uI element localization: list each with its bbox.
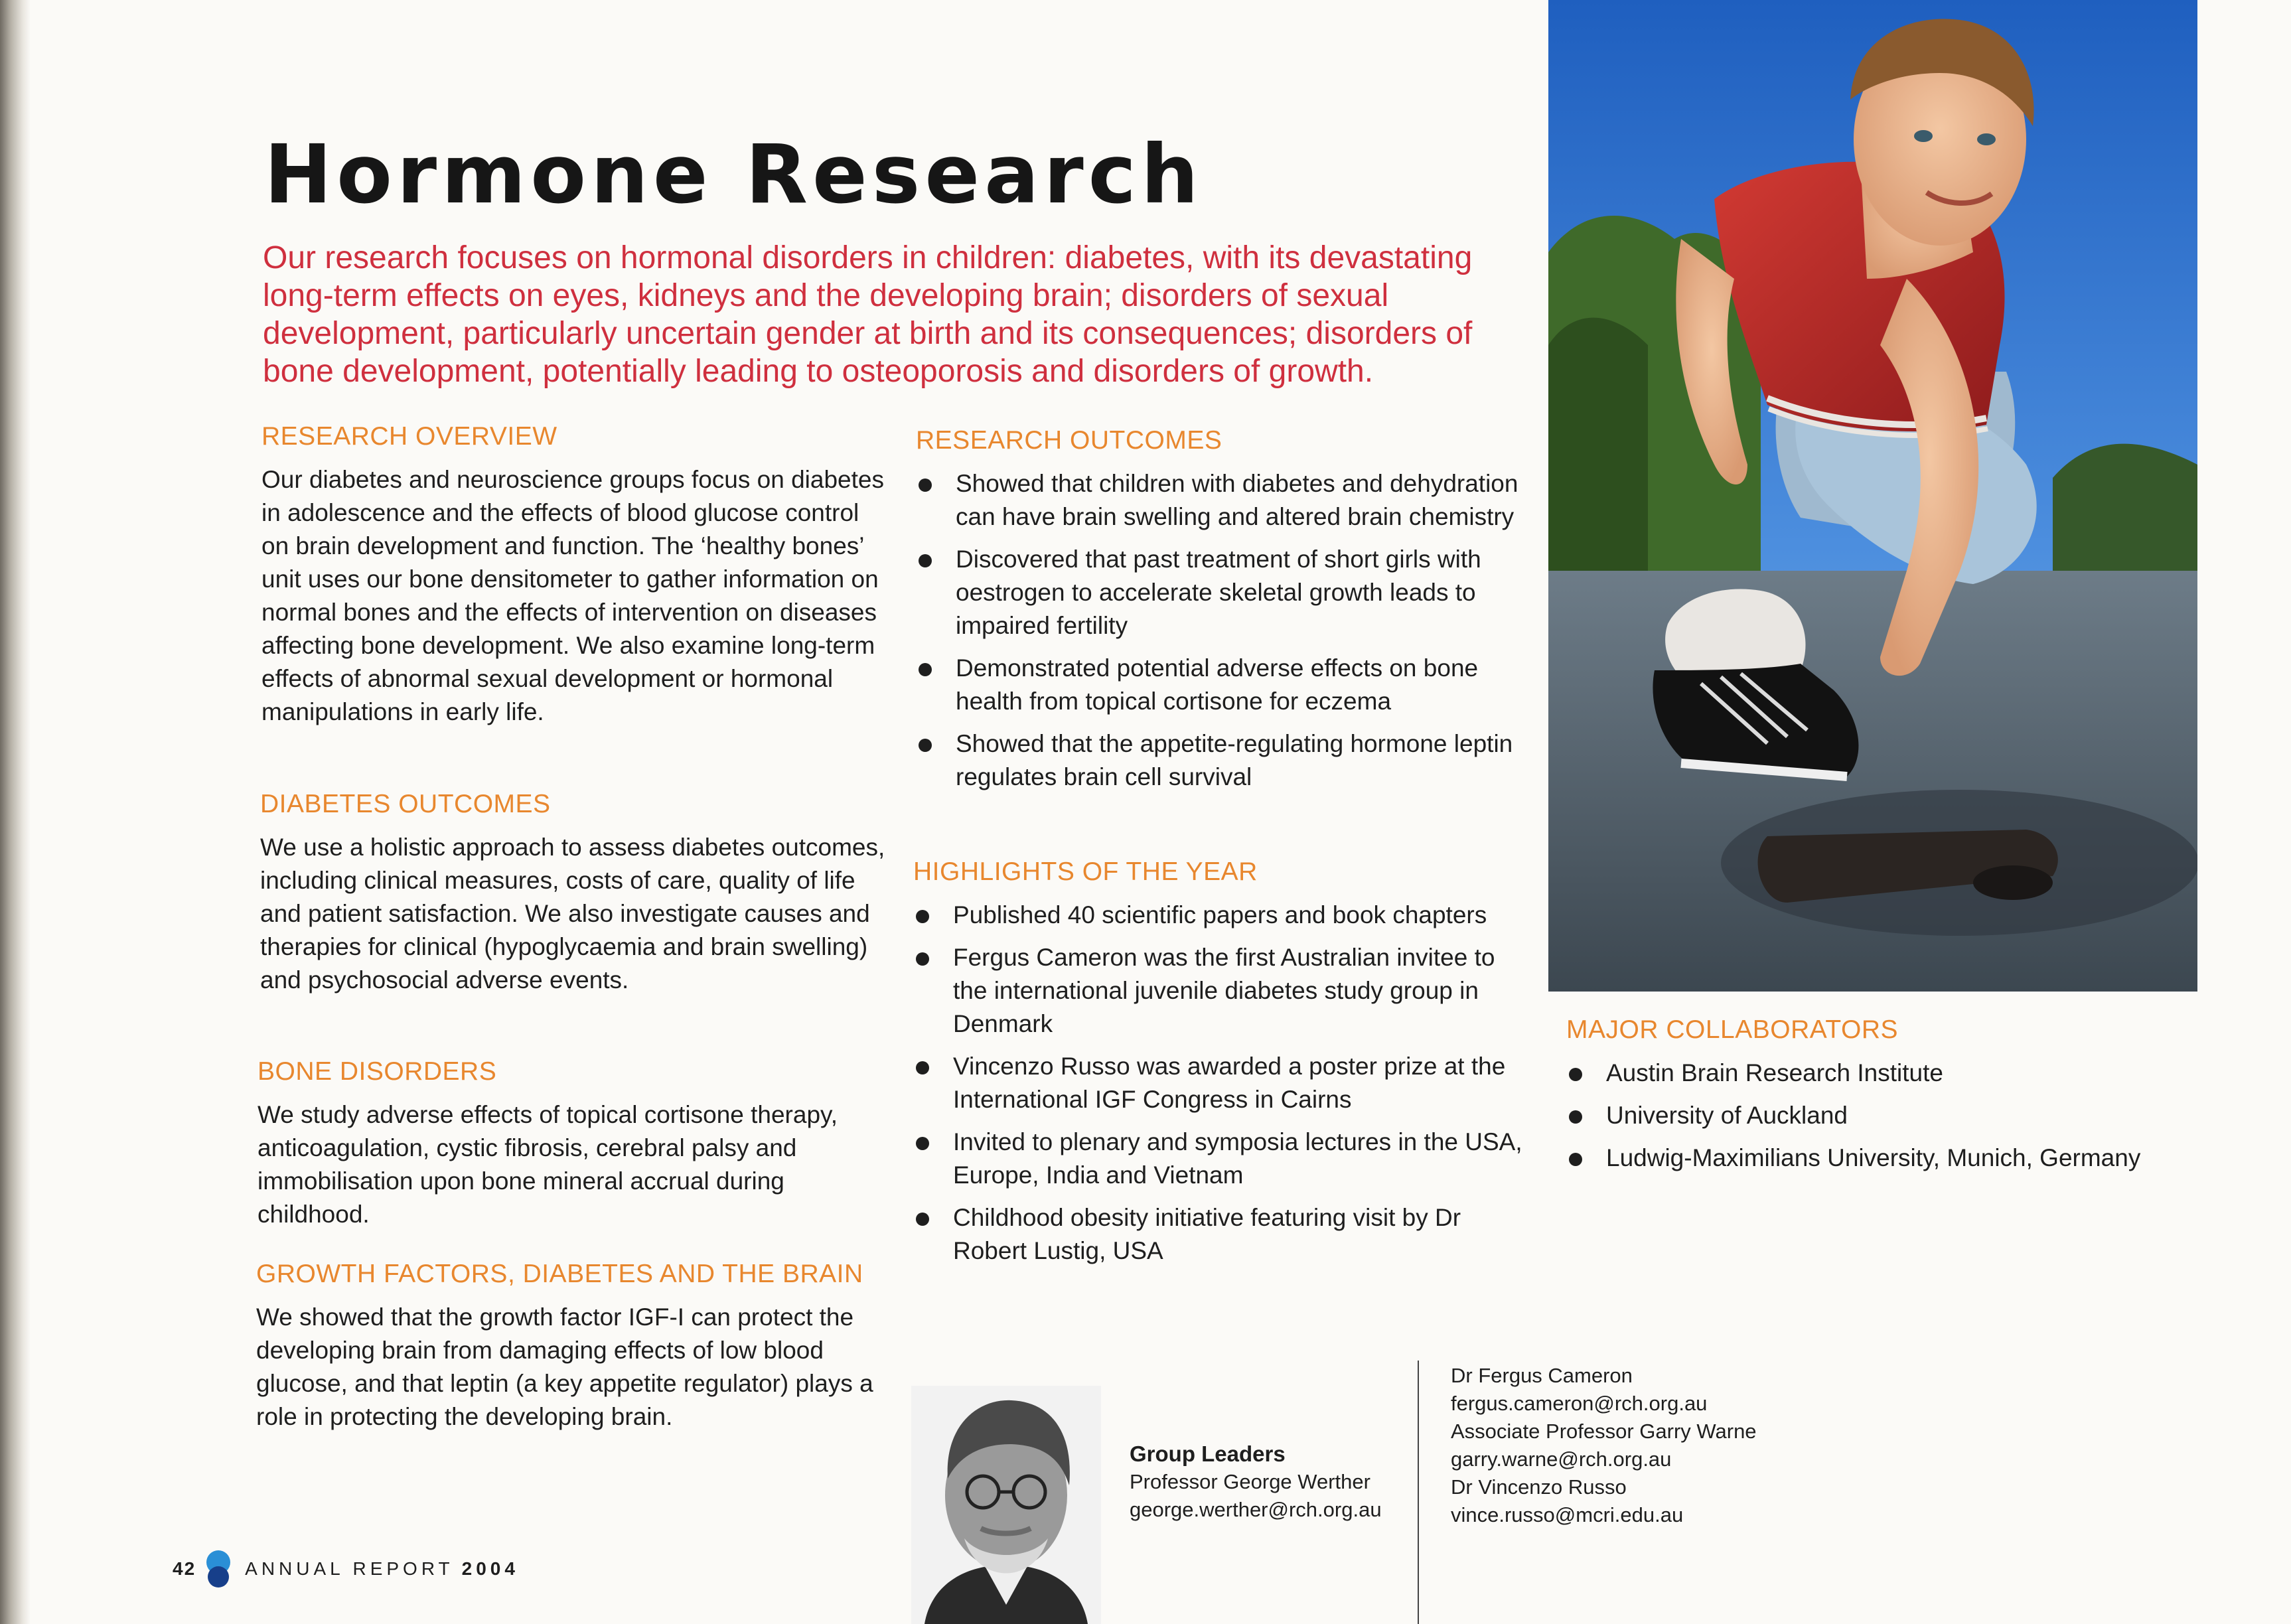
list-item: Discovered that past treatment of short girls with oestrogen to accelerate skeletal growth leads to impaired fertility [916,543,1526,642]
leader-name: Professor George Werther [1130,1470,1370,1493]
list-item: Austin Brain Research Institute [1566,1057,2230,1090]
research-outcomes-heading: RESEARCH OUTCOMES [916,426,1222,455]
contact-name: Dr Vincenzo Russo [1451,1475,1627,1499]
growth-factors-section [256,1260,887,1434]
list-item: Published 40 scientific papers and book chapters [913,899,1524,932]
highlights-list [913,899,1524,1268]
list-item: Ludwig-Maximilians University, Munich, Germany [1566,1142,2230,1175]
bone-disorders-section [258,1057,888,1231]
group-leaders-heading: Group Leaders [1130,1441,1286,1466]
report-year: 2004 [461,1558,519,1579]
growth-factors-heading: GROWTH FACTORS, DIABETES AND THE BRAIN [256,1260,863,1288]
research-outcomes-list [916,467,1526,794]
bone-disorders-text: We study adverse effects of topical cortisone therapy, anticoagulation, cystic fibrosis, cerebral palsy and immobilisation upon bone mineral accrual during childhood. [258,1101,838,1228]
research-outcomes-section [916,426,1526,803]
list-item: Demonstrated potential adverse effects on bone health from topical cortisone for eczema [916,652,1526,718]
research-overview-text: Our diabetes and neuroscience groups focus on diabetes in adolescence and the effects of blood glucose control on brain development and function. The ‘healthy bones’ unit uses our bone densitometer to gather information on normal bones and the effects of intervention on diseases affecting bone development. We also examine long-term effects of abnormal sexual development or hormonal manipulations in early life. [261,466,884,725]
group-leaders-block [1130,1440,1382,1524]
page-title: Hormone Research [264,127,1203,222]
list-item: Vincenzo Russo was awarded a poster prize at the International IGF Congress in Cairns [913,1050,1524,1116]
research-overview-section [261,422,892,729]
contacts-block [1451,1362,1757,1529]
list-item: University of Auckland [1566,1099,2230,1132]
major-collaborators-section [1566,1015,2230,1184]
leader-email[interactable]: george.werther@rch.org.au [1130,1498,1382,1521]
contact-email[interactable]: fergus.cameron@rch.org.au [1451,1392,1708,1415]
diabetes-outcomes-heading: DIABETES OUTCOMES [260,790,551,818]
diabetes-outcomes-text: We use a holistic approach to assess diabetes outcomes, including clinical measures, costs of care, quality of life and patient satisfaction. We also investigate causes and therapies for clinical (hypoglycaemia and brain swelling) and psychosocial adverse events. [260,834,885,994]
contact-email[interactable]: vince.russo@mcri.edu.au [1451,1503,1684,1526]
major-collaborators-heading: MAJOR COLLABORATORS [1566,1015,1898,1044]
contact-divider [1418,1361,1419,1624]
page-footer [173,1549,519,1589]
contact-name: Dr Fergus Cameron [1451,1364,1633,1387]
bone-disorders-heading: BONE DISORDERS [258,1057,497,1086]
list-item: Showed that the appetite-regulating hormone leptin regulates brain cell survival [916,727,1526,794]
highlights-heading: HIGHLIGHTS OF THE YEAR [913,857,1258,886]
report-logo-icon [205,1549,232,1589]
list-item: Childhood obesity initiative featuring visit by Dr Robert Lustig, USA [913,1201,1524,1268]
page-binding-shadow [0,0,31,1624]
diabetes-outcomes-section [260,790,891,997]
page-number: 42 [173,1558,196,1579]
group-leader-portrait-photo [911,1386,1101,1624]
intro-paragraph: Our research focuses on hormonal disorders in children: diabetes, with its devastating long-term effects on eyes, kidneys and the developing brain; disorders of sexual development, particularly uncertain gender at birth and its consequences; disorders of bone development, potentially leading to osteoporosis and disorders of growth. [263,240,1473,389]
list-item: Fergus Cameron was the first Australian invitee to the international juvenile diabetes study group in Denmark [913,941,1524,1041]
contact-email[interactable]: garry.warne@rch.org.au [1451,1447,1672,1471]
report-label: ANNUAL REPORT [245,1558,454,1579]
collaborators-list [1566,1057,2230,1175]
research-overview-heading: RESEARCH OVERVIEW [261,422,557,451]
growth-factors-text: We showed that the growth factor IGF-I can protect the developing brain from damaging effects of low blood glucose, and that leptin (a key appetite regulator) plays a role in protecting the developing brain. [256,1303,873,1430]
contact-name: Associate Professor Garry Warne [1451,1420,1757,1443]
highlights-section [913,857,1524,1277]
boy-skateboard-photo [1548,0,2197,992]
list-item: Showed that children with diabetes and dehydration can have brain swelling and altered brain chemistry [916,467,1526,534]
list-item: Invited to plenary and symposia lectures in the USA, Europe, India and Vietnam [913,1126,1524,1192]
